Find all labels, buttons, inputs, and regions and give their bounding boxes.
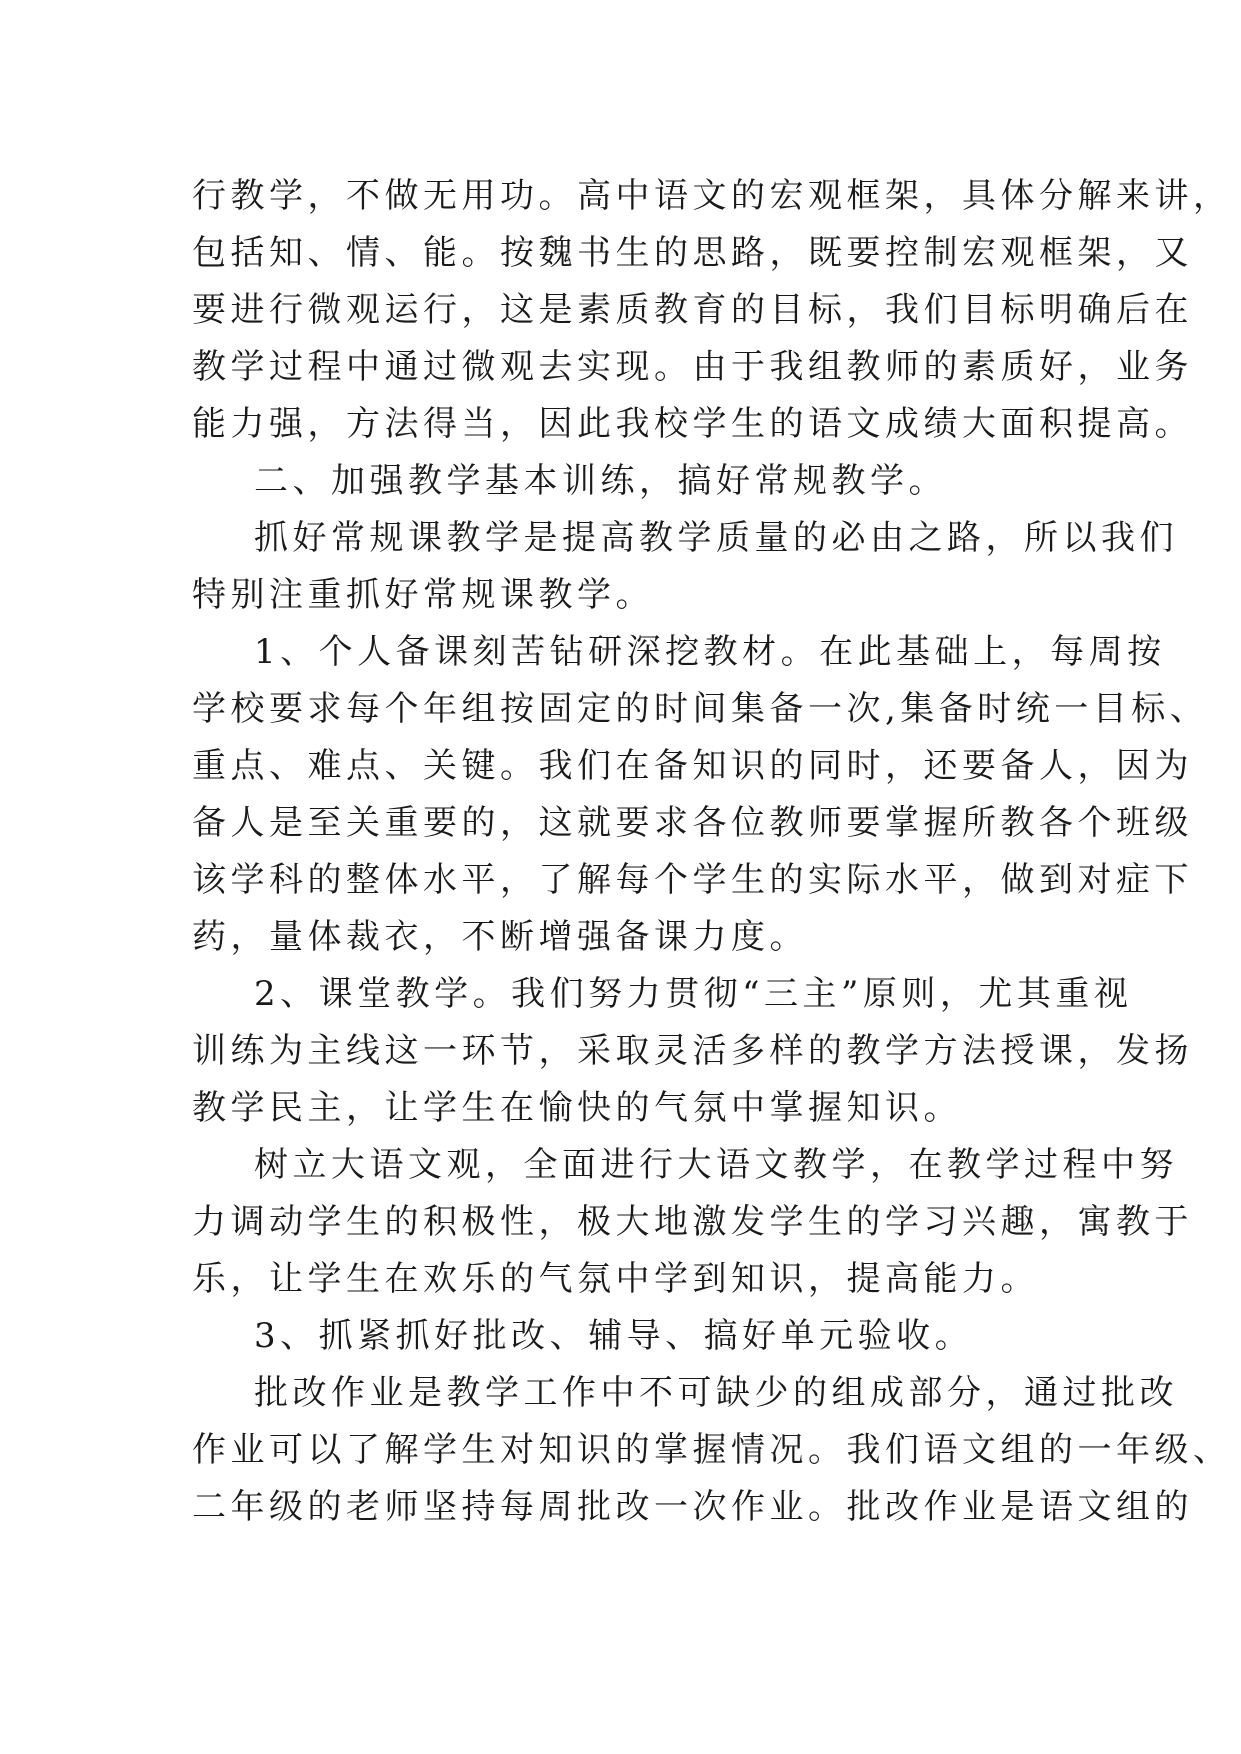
text-line: 特别注重抓好常规课教学。 (192, 575, 654, 615)
text-line: 能力强，方法得当，因此我校学生的语文成绩大面积提高。 (192, 404, 1193, 444)
text-line: 行教学，不做无用功。高中语文的宏观框架，具体分解来讲， (192, 176, 1232, 216)
text-line: 备人是至关重要的，这就要求各位教师要掌握所教各个班级 (192, 803, 1193, 843)
text-line: 乐，让学生在欢乐的气氛中学到知识，提高能力。 (192, 1259, 1039, 1299)
text-line: 要进行微观运行，这是素质教育的目标，我们目标明确后在 (192, 290, 1193, 330)
body-text (192, 168, 1232, 1536)
text-line: 该学科的整体水平，了解每个学生的实际水平，做到对症下 (192, 860, 1193, 900)
text-line: 批改作业是教学工作中不可缺少的组成部分，通过批改 (254, 1373, 1178, 1413)
text-line: 教学过程中通过微观去实现。由于我组教师的素质好，业务 (192, 347, 1193, 387)
text-line: 作业可以了解学生对知识的掌握情况。我们语文组的一年级、 (192, 1430, 1232, 1470)
text-line: 力调动学生的积极性，极大地激发学生的学习兴趣，寓教于 (192, 1202, 1193, 1242)
text-line: 包括知、情、能。按魏书生的思路，既要控制宏观框架，又 (192, 233, 1193, 273)
text-line: 学校要求每个年组按固定的时间集备一次,集备时统一目标、 (192, 689, 1209, 729)
text-line: 3、抓紧抓好批改、辅导、搞好单元验收。 (254, 1316, 974, 1356)
text-line: 1、个人备课刻苦钻研深挖教材。在此基础上，每周按 (254, 632, 1166, 672)
text-line: 抓好常规课教学是提高教学质量的必由之路，所以我们 (254, 518, 1178, 558)
text-line: 药，量体裁衣，不断增强备课力度。 (192, 917, 808, 957)
text-line: 教学民主，让学生在愉快的气氛中掌握知识。 (192, 1088, 962, 1128)
text-line: 训练为主线这一环节，采取灵活多样的教学方法授课，发扬 (192, 1031, 1193, 1071)
text-line: 树立大语文观，全面进行大语文教学，在教学过程中努 (254, 1145, 1178, 1185)
text-line: 二年级的老师坚持每周批改一次作业。批改作业是语文组的 (192, 1487, 1193, 1527)
text-line: 重点、难点、关键。我们在备知识的同时，还要备人，因为 (192, 746, 1193, 786)
text-line: 2、课堂教学。我们努力贯彻“三主”原则，尤其重视 (254, 974, 1133, 1014)
text-line: 二、加强教学基本训练，搞好常规教学。 (254, 461, 947, 501)
